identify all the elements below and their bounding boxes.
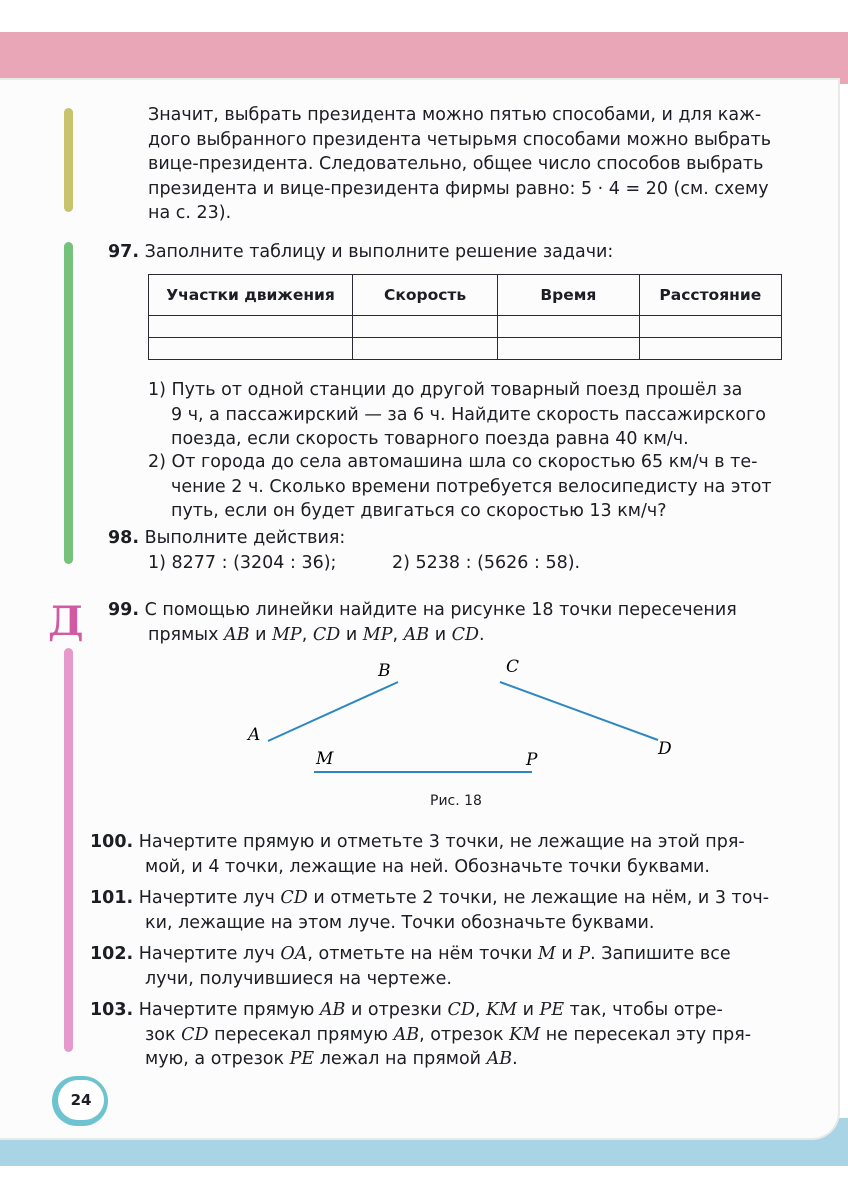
line-label: AB — [393, 1024, 420, 1045]
point-label-d: D — [658, 739, 672, 759]
text-run: . Запишите все — [590, 944, 731, 964]
expression-2: 2) 5238 : (5626 : 58). — [392, 553, 581, 573]
line-label: MP — [272, 624, 302, 645]
table-cell — [639, 316, 781, 338]
exercise-title: Выполните действия: — [144, 528, 346, 548]
table-header: Расстояние — [639, 275, 781, 316]
exercise-number: 98. — [108, 528, 140, 548]
text-run: . — [512, 1049, 518, 1069]
task-1 — [148, 378, 766, 452]
intro-line: вице-президента. Следовательно, общее число способов выбрать — [148, 154, 764, 174]
exercise-97-heading — [108, 240, 613, 265]
text-run: Начертите прямую — [138, 1000, 320, 1020]
intro-line: президента и вице-президента фирмы равно: 5 · 4 = 20 (см. схему — [148, 178, 769, 199]
line-label: M — [537, 944, 556, 964]
table-cell — [149, 316, 353, 338]
top-color-band — [0, 32, 848, 84]
text-run: и — [555, 944, 579, 964]
table-cell — [149, 338, 353, 360]
line-label: CD — [181, 1024, 209, 1045]
exercise-line: Начертите прямую и отметьте 3 точки, не лежащие на этой пря- — [138, 832, 745, 852]
line-label: P — [578, 944, 591, 964]
text-run: пересекал прямую — [208, 1024, 394, 1045]
exercise-99 — [108, 598, 737, 647]
line-label: CD — [312, 624, 341, 645]
text-run: Начертите луч — [138, 888, 281, 908]
exercise-line: лучи, получившиеся на чертеже. — [145, 968, 452, 989]
exercise-line: мой, и 4 точки, лежащие на ней. Обозначьте точки буквами. — [145, 856, 710, 877]
exercise-marker-icon: Д — [48, 598, 84, 645]
text-run: прямых — [148, 624, 225, 645]
task-line: 1) Путь от одной станции до другой товарный поезд прошёл за — [148, 380, 743, 400]
text-run: и — [249, 624, 273, 645]
task-line: 9 ч, а пассажирский — за 6 ч. Найдите скорость пассажирского — [171, 404, 766, 425]
exercise-101 — [90, 886, 769, 935]
line-label: CD — [451, 624, 480, 645]
exercise-number: 102. — [90, 944, 134, 964]
text-run: , — [301, 624, 313, 645]
text-run: мую, а отрезок — [145, 1049, 290, 1069]
table-row — [149, 338, 782, 360]
line-label: AB — [486, 1049, 513, 1069]
table-cell — [353, 338, 498, 360]
text-run: зок — [145, 1024, 182, 1045]
margin-bar-pink — [64, 648, 73, 1052]
table-row — [149, 316, 782, 338]
exercise-number: 100. — [90, 832, 134, 852]
margin-bar-olive — [64, 108, 73, 212]
exercise-line — [108, 623, 737, 648]
margin-bar-green — [64, 242, 73, 564]
exercise-title: Заполните таблицу и выполните решение задачи: — [144, 242, 614, 262]
text-run: лежал на прямой — [314, 1049, 487, 1069]
line-label: CD — [280, 888, 308, 908]
line-label: AB — [319, 1000, 346, 1020]
text-run: , отрезок — [419, 1024, 510, 1045]
page-number: 24 — [58, 1080, 104, 1120]
point-label-p: P — [526, 750, 538, 770]
text-run: не пересекал эту пря- — [540, 1024, 752, 1045]
exercise-number: 97. — [108, 242, 140, 262]
point-label-c: C — [506, 657, 520, 677]
line-ab — [268, 682, 398, 741]
task-line: поезда, если скорость товарного поезда равна 40 км/ч. — [171, 429, 689, 449]
exercise-line — [90, 1047, 751, 1072]
line-cd — [500, 682, 658, 740]
exercise-number: 101. — [90, 888, 134, 908]
text-run: , — [392, 624, 404, 645]
figure-18 — [230, 650, 700, 790]
point-label-a: A — [248, 725, 261, 745]
intro-line: Значит, выбрать президента можно пятью способами, и для каж- — [148, 105, 762, 125]
point-label-m: M — [316, 749, 334, 769]
exercise-100 — [90, 830, 745, 879]
exercise-102 — [90, 942, 731, 991]
intro-line: на с. 23). — [148, 203, 232, 223]
line-label: AB — [403, 624, 430, 645]
text-run: , отметьте на нём точки — [307, 944, 538, 964]
task-line: 2) От города до села автомашина шла со скоростью 65 км/ч в те- — [148, 452, 758, 472]
line-label: PE — [289, 1049, 315, 1069]
exercise-number: 103. — [90, 1000, 134, 1020]
text-run: Начертите луч — [138, 944, 281, 964]
line-label: AB — [224, 624, 250, 645]
exercise-98-heading — [108, 526, 345, 551]
figure-caption: Рис. 18 — [430, 793, 482, 809]
exercise-number: 99. — [108, 600, 140, 620]
text-run: и — [340, 624, 363, 645]
table-header: Участки движения — [149, 275, 353, 316]
text-run: , — [474, 1000, 487, 1020]
table-cell — [639, 338, 781, 360]
line-label: OA — [280, 944, 308, 964]
table-header: Время — [498, 275, 640, 316]
table-cell — [353, 316, 498, 338]
point-label-b: B — [378, 661, 391, 681]
table-header: Скорость — [353, 275, 498, 316]
task-line: путь, если он будет двигаться со скоростью 13 км/ч? — [171, 501, 667, 521]
exercise-103 — [90, 998, 751, 1072]
line-label: KM — [486, 1000, 518, 1020]
text-run: и — [429, 624, 452, 645]
text-run: и отрезки — [345, 1000, 448, 1020]
task-line: чение 2 ч. Сколько времени потребуется велосипедисту на этот — [171, 476, 772, 497]
task-2 — [148, 450, 772, 524]
line-label: PE — [539, 1000, 565, 1020]
table-cell — [498, 338, 640, 360]
line-label: CD — [447, 1000, 475, 1020]
motion-table — [148, 274, 782, 360]
line-label: KM — [509, 1024, 541, 1045]
exercise-line — [90, 1023, 751, 1048]
intro-line: дого выбранного президента четырьмя способами можно выбрать — [148, 129, 772, 150]
exercise-line: ки, лежащие на этом луче. Точки обозначьте буквами. — [145, 912, 655, 933]
line-label: MP — [362, 624, 393, 645]
table-cell — [498, 316, 640, 338]
intro-paragraph — [148, 103, 771, 226]
text-run: и отметьте 2 точки, не лежащие на нём, и 3 точ- — [307, 888, 770, 908]
text-run: . — [479, 624, 485, 645]
exercise-line: С помощью линейки найдите на рисунке 18 точки пересечения — [144, 600, 737, 620]
text-run: и — [517, 1000, 540, 1020]
text-run: так, чтобы отре- — [564, 1000, 723, 1020]
expression-1: 1) 8277 : (3204 : 36); — [148, 553, 337, 573]
